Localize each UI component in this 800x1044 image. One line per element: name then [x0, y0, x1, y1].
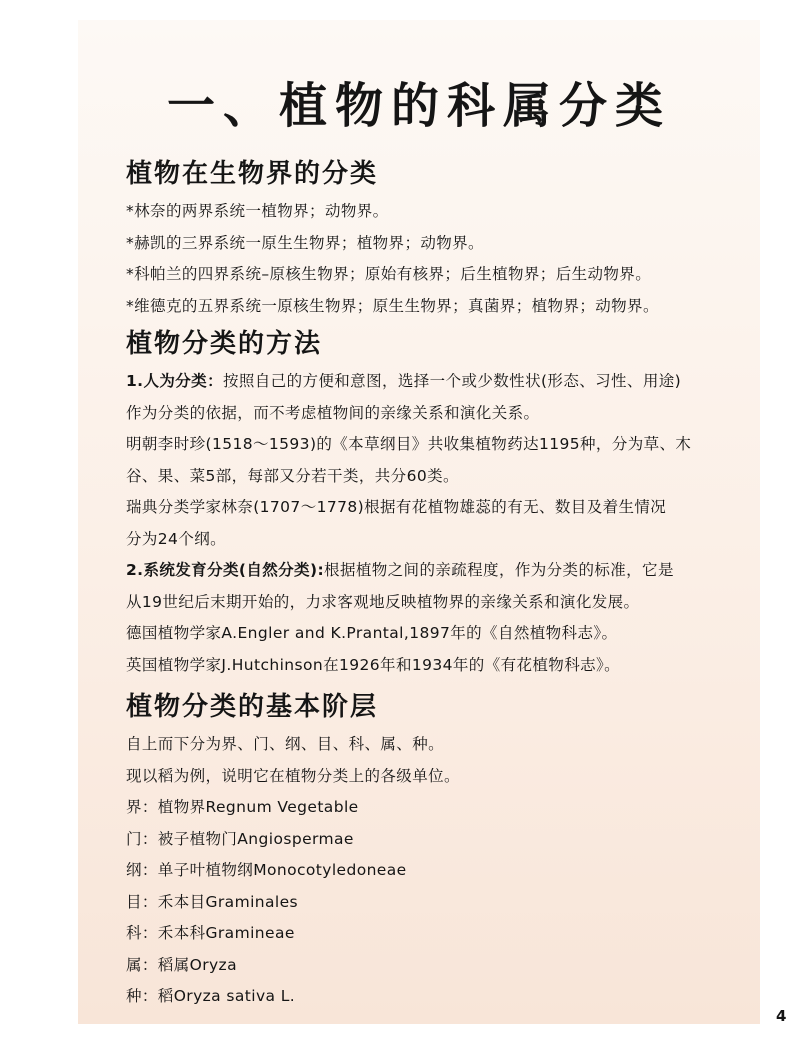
text-line: *维德克的五界系统一原核生物界；原生生物界；真菌界；植物界；动物界。 — [126, 296, 659, 315]
text-line: 从19世纪后末期开始的，力求客观地反映植物界的亲缘关系和演化发展。 — [126, 592, 640, 611]
page-number: 4 — [776, 1007, 787, 1025]
rank-item: 纲：单子叶植物纲Monocotyledoneae — [126, 861, 407, 879]
method-text: 根据植物之间的亲疏程度，作为分类的标准，它是 — [324, 561, 674, 579]
rank-item: 界：植物界Regnum Vegetable — [126, 798, 359, 816]
text-line: *林奈的两界系统一植物界；动物界。 — [126, 202, 389, 220]
rank-item: 目：禾本目Graminales — [126, 892, 299, 911]
section-biological-classification — [126, 156, 746, 322]
text-line: 德国植物学家A.Engler and K.Prantal,1897年的《自然植物科志》。 — [126, 624, 618, 642]
method-item-artificial — [126, 366, 746, 398]
text-line: 作为分类的依据，而不考虑植物间的亲缘关系和演化关系。 — [126, 403, 540, 422]
rank-item: 种：稻Oryza sativa L. — [126, 987, 296, 1005]
text-line: 瑞典分类学家林奈(1707～1778)根据有花植物雄蕊的有无、数目及着生情况 — [126, 498, 667, 516]
text-line: 现以稻为例，说明它在植物分类上的各级单位。 — [126, 766, 460, 785]
section-heading: 植物在生物界的分类 — [126, 159, 379, 189]
document-page — [78, 20, 760, 1024]
section-heading: 植物分类的方法 — [126, 329, 323, 359]
text-line: 英国植物学家J.Hutchinson在1926年和1934年的《有花植物科志》。 — [126, 655, 621, 674]
text-line: 谷、果、菜5部，每部又分若干类，共分60类。 — [126, 466, 459, 485]
text-line: 明朝李时珍(1518～1593)的《本草纲目》共收集植物药达1195种，分为草、木 — [126, 435, 692, 453]
section-classification-methods — [126, 326, 746, 681]
method-text: 按照自己的方便和意图，选择一个或少数性状(形态、习性、用途) — [222, 372, 682, 390]
text-line: 分为24个纲。 — [126, 529, 227, 548]
text-line: *赫凯的三界系统一原生生物界；植物界；动物界。 — [126, 233, 484, 252]
method-item-phylogenetic — [126, 555, 746, 587]
rank-item: 属：稻属Oryza — [126, 955, 237, 974]
page-title: 一、植物的科属分类 — [166, 78, 671, 134]
section-heading: 植物分类的基本阶层 — [126, 692, 379, 722]
text-line: *科帕兰的四界系统–原核生物界；原始有核界；后生植物界；后生动物界。 — [126, 265, 652, 283]
section-taxonomic-ranks — [126, 689, 746, 1013]
text-line: 自上而下分为界、门、纲、目、科、属、种。 — [126, 735, 445, 753]
method-label: 2.系统发育分类(自然分类): — [126, 561, 325, 579]
rank-item: 科：禾本科Gramineae — [126, 924, 295, 942]
method-label: 1.人为分类： — [126, 372, 223, 390]
rank-item: 门：被子植物门Angiospermae — [126, 829, 354, 848]
document-content — [126, 156, 746, 1013]
